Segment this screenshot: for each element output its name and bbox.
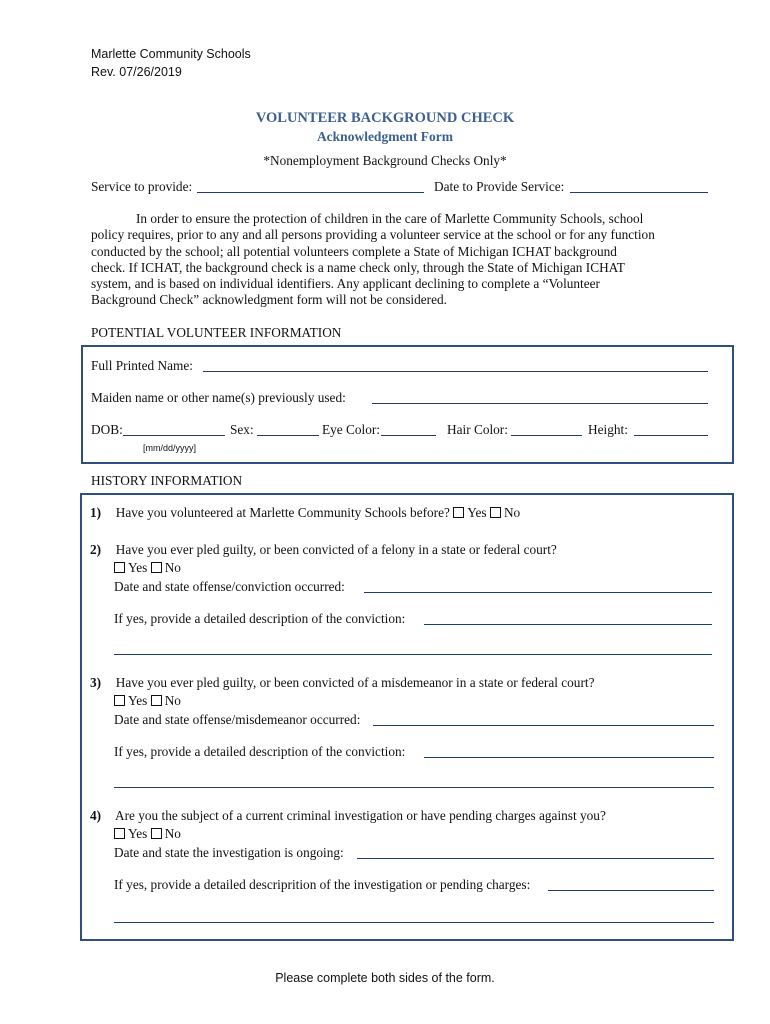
question-4-number: 4) bbox=[90, 808, 102, 823]
q4-description-field-2[interactable] bbox=[114, 922, 714, 923]
q3-no-label: No bbox=[164, 693, 181, 708]
q2-date-label: Date and state offense/conviction occurred: bbox=[114, 579, 345, 594]
eye-color-field[interactable] bbox=[381, 435, 436, 436]
q4-date-label: Date and state the investigation is ongoing: bbox=[114, 845, 344, 860]
q4-yes-label: Yes bbox=[128, 826, 148, 841]
hair-color-field[interactable] bbox=[511, 435, 582, 436]
q2-description-field-2[interactable] bbox=[114, 654, 712, 655]
height-label: Height: bbox=[588, 422, 628, 437]
footer-note: Please complete both sides of the form. bbox=[275, 971, 495, 985]
intro-paragraph bbox=[91, 211, 691, 309]
form-note: *Nonemployment Background Checks Only* bbox=[263, 153, 507, 168]
intro-line: policy requires, prior to any and all persons providing a volunteer service at the school or for any function bbox=[91, 227, 655, 243]
question-1-number: 1) bbox=[90, 505, 102, 520]
q4-description-field[interactable] bbox=[548, 890, 714, 891]
question-2-text: Have you ever pled guilty, or been convicted of a felony in a state or federal court? bbox=[115, 542, 557, 557]
hair-color-label: Hair Color: bbox=[447, 422, 508, 437]
q2-date-field[interactable] bbox=[364, 592, 712, 593]
q3-description-field[interactable] bbox=[424, 757, 714, 758]
q4-no-checkbox[interactable] bbox=[151, 828, 162, 839]
question-3-text: Have you ever pled guilty, or been convicted of a misdemeanor in a state or federal court? bbox=[115, 675, 595, 690]
dob-label: DOB: bbox=[91, 422, 123, 437]
q3-date-label: Date and state offense/misdemeanor occurred: bbox=[114, 712, 361, 727]
form-title: VOLUNTEER BACKGROUND CHECK bbox=[255, 110, 515, 126]
eye-color-label: Eye Color: bbox=[322, 422, 380, 437]
intro-line: Background Check” acknowledgment form will not be considered. bbox=[91, 292, 447, 308]
intro-line: conducted by the school; all potential volunteers complete a State of Michigan ICHAT background bbox=[91, 243, 617, 259]
q3-options bbox=[114, 693, 181, 709]
service-date-label: Date to Provide Service: bbox=[434, 179, 565, 194]
q2-no-checkbox[interactable] bbox=[151, 562, 162, 573]
question-3 bbox=[90, 675, 594, 691]
question-2 bbox=[90, 542, 557, 558]
q3-no-checkbox[interactable] bbox=[151, 695, 162, 706]
dob-field[interactable] bbox=[123, 435, 225, 436]
intro-line: check. If ICHAT, the background check is a name check only, through the State of Michigan ICHAT bbox=[91, 259, 625, 275]
history-heading: HISTORY INFORMATION bbox=[91, 473, 243, 488]
service-date-field[interactable] bbox=[570, 192, 708, 193]
question-4 bbox=[90, 808, 606, 824]
q4-no-label: No bbox=[164, 826, 181, 841]
intro-line: In order to ensure the protection of children in the care of Marlette Community Schools, school bbox=[136, 211, 644, 226]
revision-date: Rev. 07/26/2019 bbox=[91, 65, 182, 79]
q4-description-label: If yes, provide a detailed descriprition of the investigation or pending charges: bbox=[114, 877, 531, 892]
form-subtitle: Acknowledgment Form bbox=[316, 129, 454, 144]
q1-no-label: No bbox=[503, 505, 521, 520]
dob-format-hint: [mm/dd/yyyy] bbox=[143, 443, 197, 453]
maiden-name-label: Maiden name or other name(s) previously used: bbox=[91, 390, 346, 405]
q3-description-field-2[interactable] bbox=[114, 787, 714, 788]
q2-description-field[interactable] bbox=[424, 624, 712, 625]
full-name-label: Full Printed Name: bbox=[91, 358, 193, 373]
q4-yes-checkbox[interactable] bbox=[114, 828, 125, 839]
service-label: Service to provide: bbox=[91, 179, 193, 194]
q1-yes-label: Yes bbox=[467, 505, 487, 520]
q3-date-field[interactable] bbox=[373, 725, 714, 726]
volunteer-info-heading: POTENTIAL VOLUNTEER INFORMATION bbox=[91, 325, 342, 340]
sex-label: Sex: bbox=[230, 422, 254, 437]
q2-options bbox=[114, 560, 181, 576]
q3-yes-label: Yes bbox=[128, 693, 148, 708]
height-field[interactable] bbox=[634, 435, 708, 436]
full-name-field[interactable] bbox=[203, 371, 708, 372]
maiden-name-field[interactable] bbox=[372, 403, 708, 404]
q2-yes-checkbox[interactable] bbox=[114, 562, 125, 573]
q2-description-label: If yes, provide a detailed description of the conviction: bbox=[114, 611, 406, 626]
sex-field[interactable] bbox=[257, 435, 319, 436]
question-1 bbox=[90, 505, 520, 521]
question-1-text: Have you volunteered at Marlette Community Schools before? bbox=[115, 505, 450, 520]
intro-line: system, and is based on individual identifiers. Any applicant declining to complete a “Volunteer bbox=[91, 276, 600, 292]
school-name: Marlette Community Schools bbox=[91, 47, 251, 61]
q3-yes-checkbox[interactable] bbox=[114, 695, 125, 706]
q4-options bbox=[114, 826, 181, 842]
q4-date-field[interactable] bbox=[357, 858, 714, 859]
service-field[interactable] bbox=[197, 192, 424, 193]
q3-description-label: If yes, provide a detailed description of the conviction: bbox=[114, 744, 406, 759]
q2-no-label: No bbox=[164, 560, 181, 575]
question-2-number: 2) bbox=[90, 542, 102, 557]
q1-yes-checkbox[interactable] bbox=[453, 507, 464, 518]
question-4-text: Are you the subject of a current criminal investigation or have pending charges against you? bbox=[115, 808, 606, 823]
q1-no-checkbox[interactable] bbox=[490, 507, 501, 518]
question-3-number: 3) bbox=[90, 675, 102, 690]
q2-yes-label: Yes bbox=[128, 560, 148, 575]
